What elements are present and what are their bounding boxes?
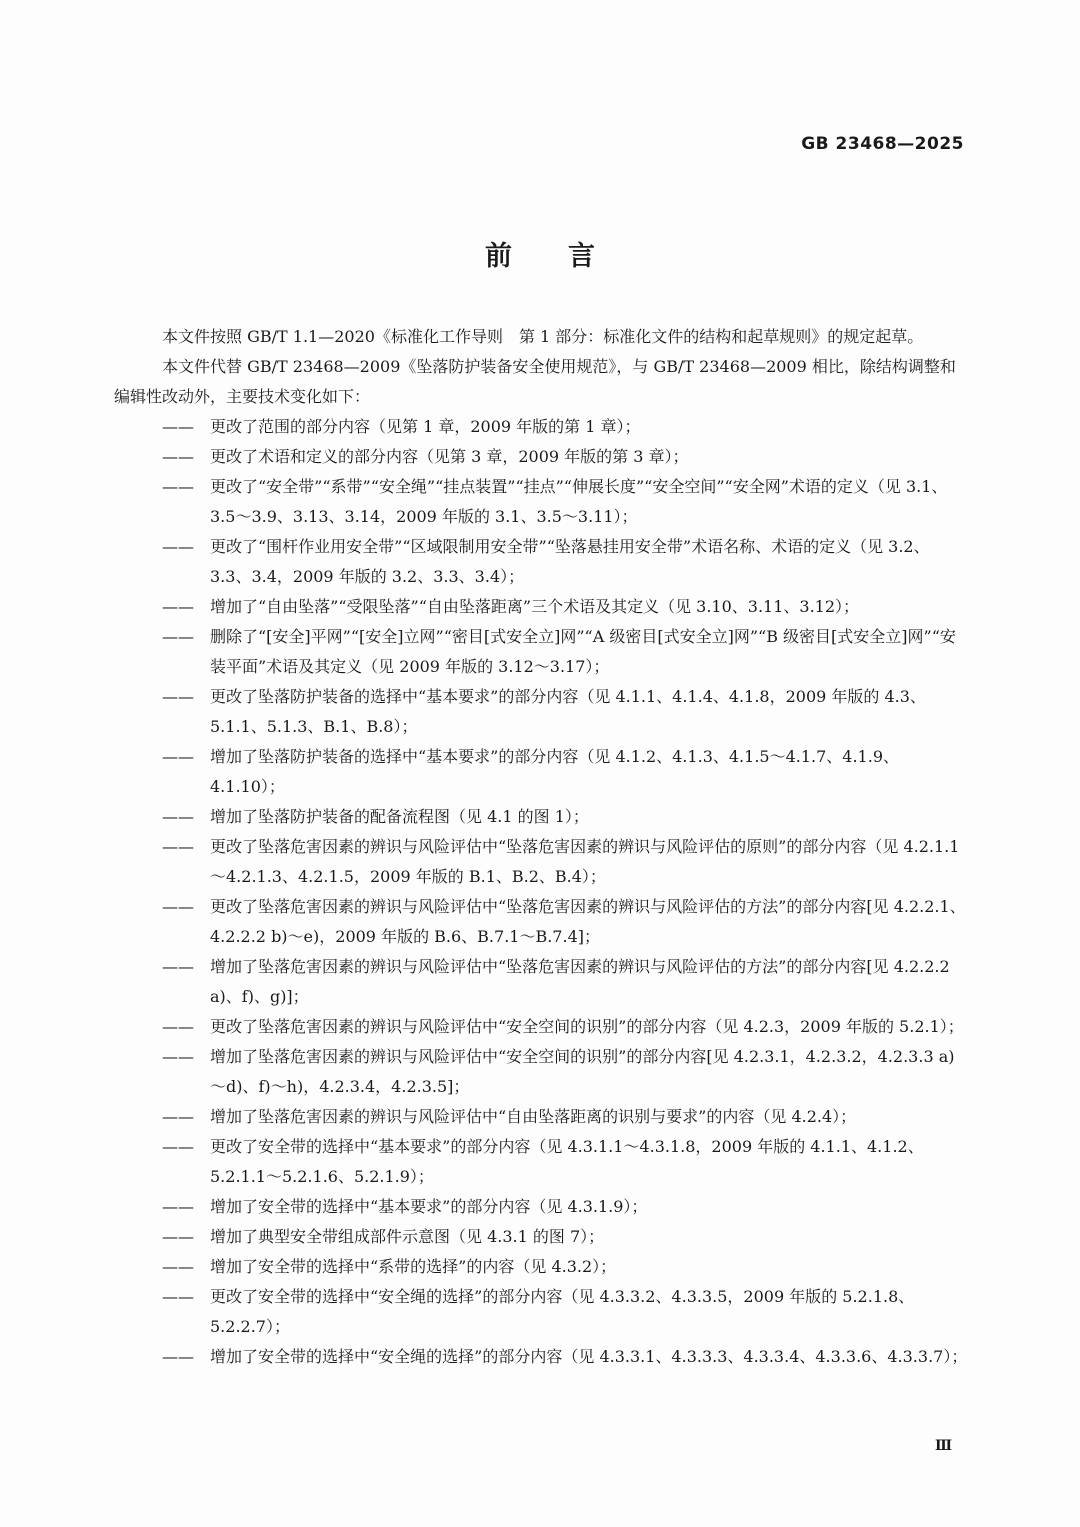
- list-item: —— 增加了安全带的选择中“基本要求”的部分内容（见 4.3.1.9）；: [162, 1192, 968, 1222]
- standard-code: GB 23468—2025: [801, 134, 964, 154]
- list-item: —— 更改了术语和定义的部分内容（见第 3 章，2009 年版的第 3 章）；: [162, 442, 968, 472]
- list-item: —— 更改了安全带的选择中“安全绳的选择”的部分内容（见 4.3.3.2、4.3.3.5，2009 年版的 5.2.1.8、5.2.2.7）；: [162, 1282, 968, 1342]
- em-dash: ——: [162, 1347, 194, 1366]
- em-dash: ——: [162, 747, 194, 766]
- list-item: —— 更改了坠落危害因素的辨识与风险评估中“坠落危害因素的辨识与风险评估的方法”的部分内容[见 4.2.2.1、4.2.2.2 b)～e)，2009 年版的 B.6、B.7.1～B.7.4]；: [162, 892, 968, 952]
- em-dash: ——: [162, 1107, 194, 1126]
- em-dash: ——: [162, 957, 194, 976]
- page-title: 前言: [485, 241, 651, 272]
- em-dash: ——: [162, 1137, 194, 1156]
- list-item: —— 更改了“围杆作业用安全带”“区域限制用安全带”“坠落悬挂用安全带”术语名称、术语的定义（见 3.2、3.3、3.4，2009 年版的 3.2、3.3、3.4）；: [162, 532, 968, 592]
- list-item: —— 增加了坠落危害因素的辨识与风险评估中“安全空间的识别”的部分内容[见 4.2.3.1，4.2.3.2，4.2.3.3 a)～d)、f)～h)，4.2.3.4，4.2.3.5]；: [162, 1042, 968, 1102]
- list-item: —— 删除了“[安全]平网”“[安全]立网”“密目[式安全立]网”“A 级密目[式安全立]网”“B 级密目[式安全立]网”“安装平面”术语及其定义（见 2009 年版的 3.12～3.17）；: [162, 622, 968, 682]
- em-dash: ——: [162, 1257, 194, 1276]
- em-dash: ——: [162, 537, 194, 556]
- change-list: [114, 412, 968, 1372]
- intro-paragraph: 本文件按照 GB/T 1.1—2020《标准化工作导则 第 1 部分：标准化文件的结构和起草规则》的规定起草。: [162, 327, 924, 346]
- list-item: —— 增加了典型安全带组成部件示意图（见 4.3.1 的图 7）；: [162, 1222, 968, 1252]
- list-item: —— 更改了坠落防护装备的选择中“基本要求”的部分内容（见 4.1.1、4.1.4、4.1.8，2009 年版的 4.3、5.1.1、5.1.3、B.1、B.8）；: [162, 682, 968, 742]
- list-item: —— 更改了坠落危害因素的辨识与风险评估中“安全空间的识别”的部分内容（见 4.2.3，2009 年版的 5.2.1）；: [162, 1012, 968, 1042]
- list-item: —— 更改了“安全带”“系带”“安全绳”“挂点装置”“挂点”“伸展长度”“安全空间”“安全网”术语的定义（见 3.1、3.5～3.9、3.13、3.14，2009 年版的 3.1、3.5～3.11）；: [162, 472, 968, 532]
- em-dash: ——: [162, 897, 194, 916]
- em-dash: ——: [162, 837, 194, 856]
- list-item: —— 更改了坠落危害因素的辨识与风险评估中“坠落危害因素的辨识与风险评估的原则”的部分内容（见 4.2.1.1～4.2.1.3、4.2.1.5，2009 年版的 B.1、B.2、B.4）；: [162, 832, 968, 892]
- list-item: —— 更改了安全带的选择中“基本要求”的部分内容（见 4.3.1.1～4.3.1.8，2009 年版的 4.1.1、4.1.2、5.2.1.1～5.2.1.6、5.2.1.9）；: [162, 1132, 968, 1192]
- em-dash: ——: [162, 807, 194, 826]
- em-dash: ——: [162, 1047, 194, 1066]
- em-dash: ——: [162, 1197, 194, 1216]
- em-dash: ——: [162, 477, 194, 496]
- foreword-body: [114, 322, 968, 1372]
- page-number: Ⅲ: [934, 1438, 952, 1454]
- replacement-paragraph: 本文件代替 GB/T 23468—2009《坠落防护装备安全使用规范》，与 GB/T 23468—2009 相比，除结构调整和编辑性改动外，主要技术变化如下：: [114, 357, 956, 406]
- em-dash: ——: [162, 597, 194, 616]
- list-item: —— 增加了安全带的选择中“安全绳的选择”的部分内容（见 4.3.3.1、4.3.3.3、4.3.3.4、4.3.3.6、4.3.3.7）；: [162, 1342, 968, 1372]
- list-item: —— 增加了坠落危害因素的辨识与风险评估中“坠落危害因素的辨识与风险评估的方法”的部分内容[见 4.2.2.2 a)、f)、g)]；: [162, 952, 968, 1012]
- em-dash: ——: [162, 687, 194, 706]
- em-dash: ——: [162, 1227, 194, 1246]
- list-item: —— 增加了坠落防护装备的配备流程图（见 4.1 的图 1）；: [162, 802, 968, 832]
- list-item: —— 增加了“自由坠落”“受限坠落”“自由坠落距离”三个术语及其定义（见 3.10、3.11、3.12）；: [162, 592, 968, 622]
- em-dash: ——: [162, 447, 194, 466]
- em-dash: ——: [162, 1017, 194, 1036]
- em-dash: ——: [162, 1287, 194, 1306]
- em-dash: ——: [162, 627, 194, 646]
- list-item: —— 增加了安全带的选择中“系带的选择”的内容（见 4.3.2）；: [162, 1252, 968, 1282]
- list-item: —— 更改了范围的部分内容（见第 1 章，2009 年版的第 1 章）；: [162, 412, 968, 442]
- list-item: —— 增加了坠落防护装备的选择中“基本要求”的部分内容（见 4.1.2、4.1.3、4.1.5～4.1.7、4.1.9、4.1.10）；: [162, 742, 968, 802]
- em-dash: ——: [162, 417, 194, 436]
- list-item: —— 增加了坠落危害因素的辨识与风险评估中“自由坠落距离的识别与要求”的内容（见 4.2.4）；: [162, 1102, 968, 1132]
